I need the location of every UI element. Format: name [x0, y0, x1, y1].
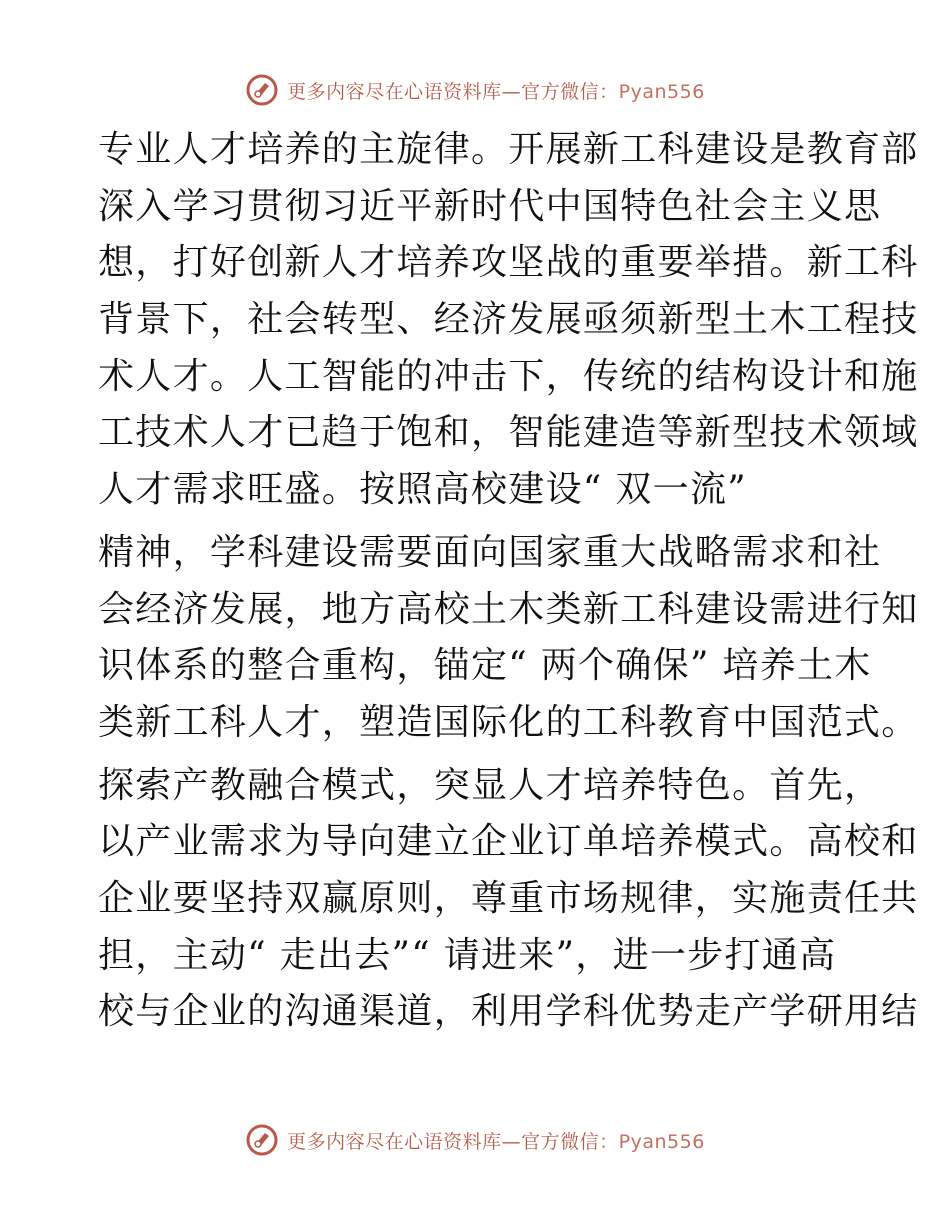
document-body [98, 122, 919, 1041]
seal-logo-icon [245, 73, 279, 107]
paragraph-3 [98, 758, 919, 1041]
text-line: 人才需求旺盛。按照高校建设“ 双一流” [98, 469, 747, 511]
text-line: 以产业需求为导向建立企业订单培养模式。高校和 [98, 821, 919, 863]
text-line: 担，主动“ 走出去”“ 请进来”，进一步打通高 [98, 934, 837, 976]
footer-banner [0, 1120, 950, 1160]
text-line: 校与企业的沟通渠道，利用学科优势走产学研用结 [98, 991, 919, 1033]
text-line: 会经济发展，地方高校土木类新工科建设需进行知 [98, 588, 919, 630]
text-line: 企业要坚持双赢原则，尊重市场规律，实施责任共 [98, 877, 919, 919]
paragraph-2 [98, 525, 919, 752]
text-line: 术人才。人工智能的冲击下，传统的结构设计和施 [98, 355, 919, 397]
text-line: 类新工科人才，塑造国际化的工科教育中国范式。 [98, 701, 919, 743]
header-banner [0, 70, 950, 110]
text-line: 专业人才培养的主旋律。开展新工科建设是教育部 [98, 129, 919, 170]
header-banner-id: Pyan556 [618, 80, 705, 103]
text-line: 想，打好创新人才培养攻坚战的重要举措。新工科 [98, 242, 919, 284]
text-line: 精神，学科建设需要面向国家重大战略需求和社 [98, 531, 882, 573]
text-line: 识体系的整合重构，锚定“ 两个确保” 培养土木 [98, 645, 872, 687]
text-line: 深入学习贯彻习近平新时代中国特色社会主义思 [98, 185, 882, 227]
footer-banner-text: 更多内容尽在心语资料库—官方微信：Pyan556 [287, 1130, 705, 1153]
seal-logo-icon [245, 1123, 279, 1157]
footer-banner-id: Pyan556 [618, 1130, 705, 1153]
text-line: 工技术人才已趋于饱和，智能建造等新型技术领域 [98, 412, 919, 454]
text-line: 探索产教融合模式，突显人才培养特色。首先， [98, 764, 882, 806]
paragraph-1 [98, 122, 919, 519]
header-banner-text: 更多内容尽在心语资料库—官方微信：Pyan556 [287, 80, 705, 103]
text-line: 背景下，社会转型、经济发展亟须新型土木工程技 [98, 299, 919, 341]
